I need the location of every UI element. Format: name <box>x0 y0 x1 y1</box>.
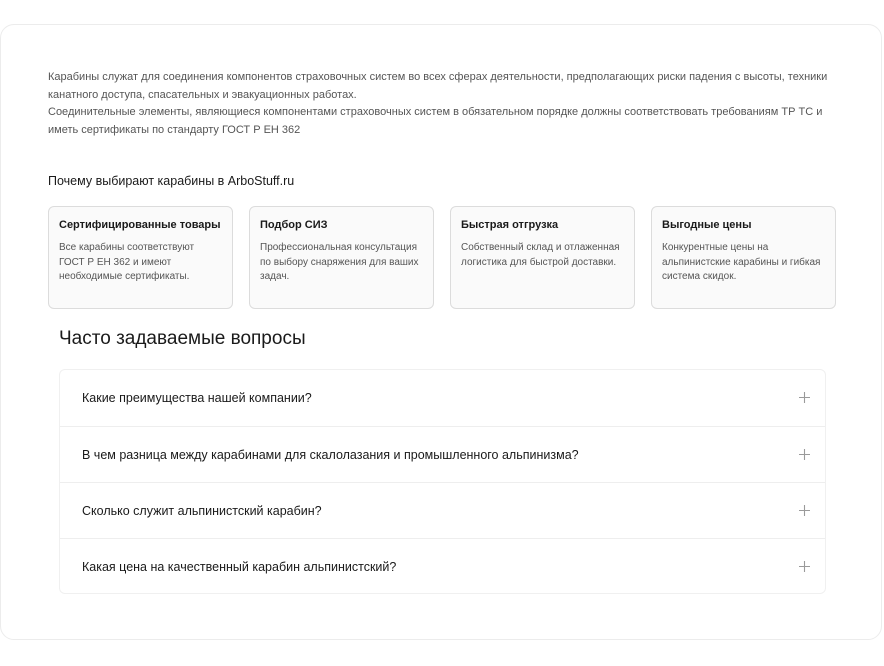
plus-icon[interactable] <box>798 391 811 404</box>
faq-item-price[interactable] <box>60 538 825 594</box>
faq-item-advantages[interactable] <box>60 370 825 426</box>
benefit-card-fast-shipping <box>450 206 635 309</box>
benefit-card-certified <box>48 206 233 309</box>
faq-heading: Часто задаваемые вопросы <box>59 328 306 349</box>
benefit-card-text: Все карабины соответствуют ГОСТ Р ЕН 362 и имеют необходимые сертификаты. <box>59 242 195 283</box>
benefit-card-prices <box>651 206 836 309</box>
benefit-card-text: Конкурентные цены на альпинистские карабины и гибкая система скидок. <box>662 242 821 283</box>
benefit-card-ppe-selection <box>249 206 434 309</box>
benefit-card-text: Профессиональная консультация по выбору снаряжения для ваших задач. <box>260 242 419 283</box>
faq-question: В чем разница между карабинами для скалолазания и промышленного альпинизма? <box>82 448 579 462</box>
faq-accordion <box>59 369 826 594</box>
intro-paragraph-2: Соединительные элементы, являющиеся компонентами страховочных систем в обязательном порядке должны соответствовать требованиям ТР ТС и иметь сертификаты по стандарту ГОСТ Р ЕН 362 <box>48 106 823 136</box>
faq-item-difference[interactable] <box>60 426 825 482</box>
faq-question: Сколько служит альпинистский карабин? <box>82 504 322 518</box>
why-choose-heading: Почему выбирают карабины в ArboStuff.ru <box>48 174 295 188</box>
faq-question: Какие преимущества нашей компании? <box>82 391 312 405</box>
benefit-card-title: Подбор СИЗ <box>260 219 328 231</box>
benefit-card-title: Выгодные цены <box>662 219 752 231</box>
plus-icon[interactable] <box>798 560 811 573</box>
plus-icon[interactable] <box>798 448 811 461</box>
intro-paragraph-1: Карабины служат для соединения компонентов страховочных систем во всех сферах деятельности, предполагающих риски падения с высоты, техники канатного доступа, спасательных и эвакуационных работах. <box>48 71 828 101</box>
content-panel <box>0 24 882 640</box>
faq-item-lifespan[interactable] <box>60 482 825 538</box>
faq-question: Какая цена на качественный карабин альпинистский? <box>82 560 397 574</box>
benefit-cards <box>48 206 837 309</box>
intro-text <box>48 69 848 139</box>
benefit-card-text: Собственный склад и отлаженная логистика для быстрой доставки. <box>461 242 620 268</box>
benefit-card-title: Быстрая отгрузка <box>461 219 559 231</box>
benefit-card-title: Сертифицированные товары <box>59 219 221 231</box>
plus-icon[interactable] <box>798 504 811 517</box>
